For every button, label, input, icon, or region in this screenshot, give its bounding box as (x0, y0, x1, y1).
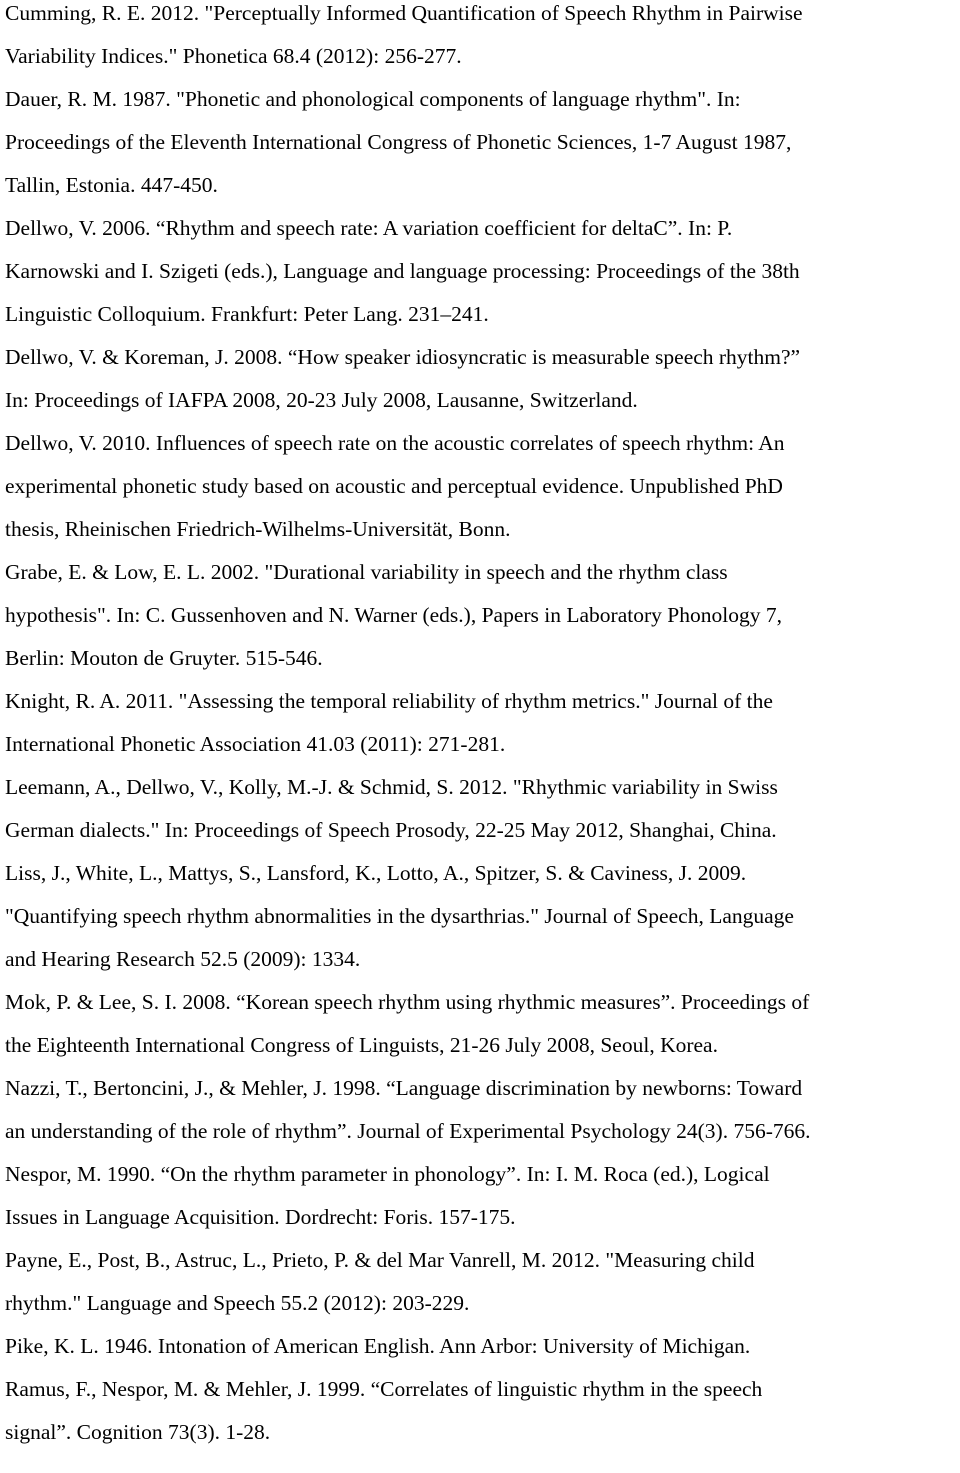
reference-line: experimental phonetic study based on acoustic and perceptual evidence. Unpublished PhD (5, 474, 783, 498)
reference-line: an understanding of the role of rhythm”. Journal of Experimental Psychology 24(3). 756-766. (5, 1119, 811, 1143)
reference-line: Tallin, Estonia. 447-450. (5, 173, 218, 197)
reference-line: "Quantifying speech rhythm abnormalities in the dysarthrias." Journal of Speech, Language (5, 904, 794, 928)
reference-line: Grabe, E. & Low, E. L. 2002. "Durational variability in speech and the rhythm class (5, 560, 728, 584)
reference-line: International Phonetic Association 41.03 (2011): 271-281. (5, 732, 506, 756)
reference-line: Leemann, A., Dellwo, V., Kolly, M.-J. & Schmid, S. 2012. "Rhythmic variability in Swiss (5, 775, 778, 799)
reference-line: Berlin: Mouton de Gruyter. 515-546. (5, 646, 323, 670)
reference-line: thesis, Rheinischen Friedrich-Wilhelms-Universität, Bonn. (5, 517, 511, 541)
reference-line: signal”. Cognition 73(3). 1-28. (5, 1420, 271, 1444)
reference-line: Payne, E., Post, B., Astruc, L., Prieto, P. & del Mar Vanrell, M. 2012. "Measuring child (5, 1248, 755, 1272)
reference-line: Dauer, R. M. 1987. "Phonetic and phonological components of language rhythm". In: (5, 87, 741, 111)
reference-line: German dialects." In: Proceedings of Speech Prosody, 22-25 May 2012, Shanghai, China. (5, 818, 777, 842)
reference-line: Dellwo, V. & Koreman, J. 2008. “How speaker idiosyncratic is measurable speech rhythm?” (5, 345, 801, 369)
reference-line: the Eighteenth International Congress of Linguists, 21-26 July 2008, Seoul, Korea. (5, 1033, 718, 1057)
reference-line: Karnowski and I. Szigeti (eds.), Language and language processing: Proceedings of the 38th (5, 259, 800, 283)
reference-line: Ramus, F., Nespor, M. & Mehler, J. 1999. “Correlates of linguistic rhythm in the speech (5, 1377, 763, 1401)
reference-line: Dellwo, V. 2010. Influences of speech rate on the acoustic correlates of speech rhythm: An (5, 431, 785, 455)
reference-line: Nespor, M. 1990. “On the rhythm parameter in phonology”. In: I. M. Roca (ed.), Logical (5, 1162, 770, 1186)
reference-line: Mok, P. & Lee, S. I. 2008. “Korean speech rhythm using rhythmic measures”. Proceedings of (5, 990, 810, 1014)
reference-line: Liss, J., White, L., Mattys, S., Lansford, K., Lotto, A., Spitzer, S. & Caviness, J. 2009. (5, 861, 747, 885)
reference-line: Knight, R. A. 2011. "Assessing the temporal reliability of rhythm metrics." Journal of the (5, 689, 773, 713)
reference-line: Dellwo, V. 2006. “Rhythm and speech rate: A variation coefficient for deltaC”. In: P. (5, 216, 733, 240)
reference-line: Cumming, R. E. 2012. "Perceptually Informed Quantification of Speech Rhythm in Pairwise (5, 1, 803, 25)
reference-line: rhythm." Language and Speech 55.2 (2012): 203-229. (5, 1291, 470, 1315)
reference-line: Pike, K. L. 1946. Intonation of American English. Ann Arbor: University of Michigan. (5, 1334, 751, 1358)
reference-line: Linguistic Colloquium. Frankfurt: Peter Lang. 231–241. (5, 302, 489, 326)
reference-line: Issues in Language Acquisition. Dordrecht: Foris. 157-175. (5, 1205, 516, 1229)
reference-line: hypothesis". In: C. Gussenhoven and N. Warner (eds.), Papers in Laboratory Phonology 7, (5, 603, 782, 627)
reference-line: and Hearing Research 52.5 (2009): 1334. (5, 947, 361, 971)
reference-line: Nazzi, T., Bertoncini, J., & Mehler, J. 1998. “Language discrimination by newborns: Toward (5, 1076, 803, 1100)
reference-line: Variability Indices." Phonetica 68.4 (2012): 256-277. (5, 44, 462, 68)
reference-line: In: Proceedings of IAFPA 2008, 20-23 July 2008, Lausanne, Switzerland. (5, 388, 638, 412)
reference-line: Proceedings of the Eleventh International Congress of Phonetic Sciences, 1-7 August 1987, (5, 130, 792, 154)
